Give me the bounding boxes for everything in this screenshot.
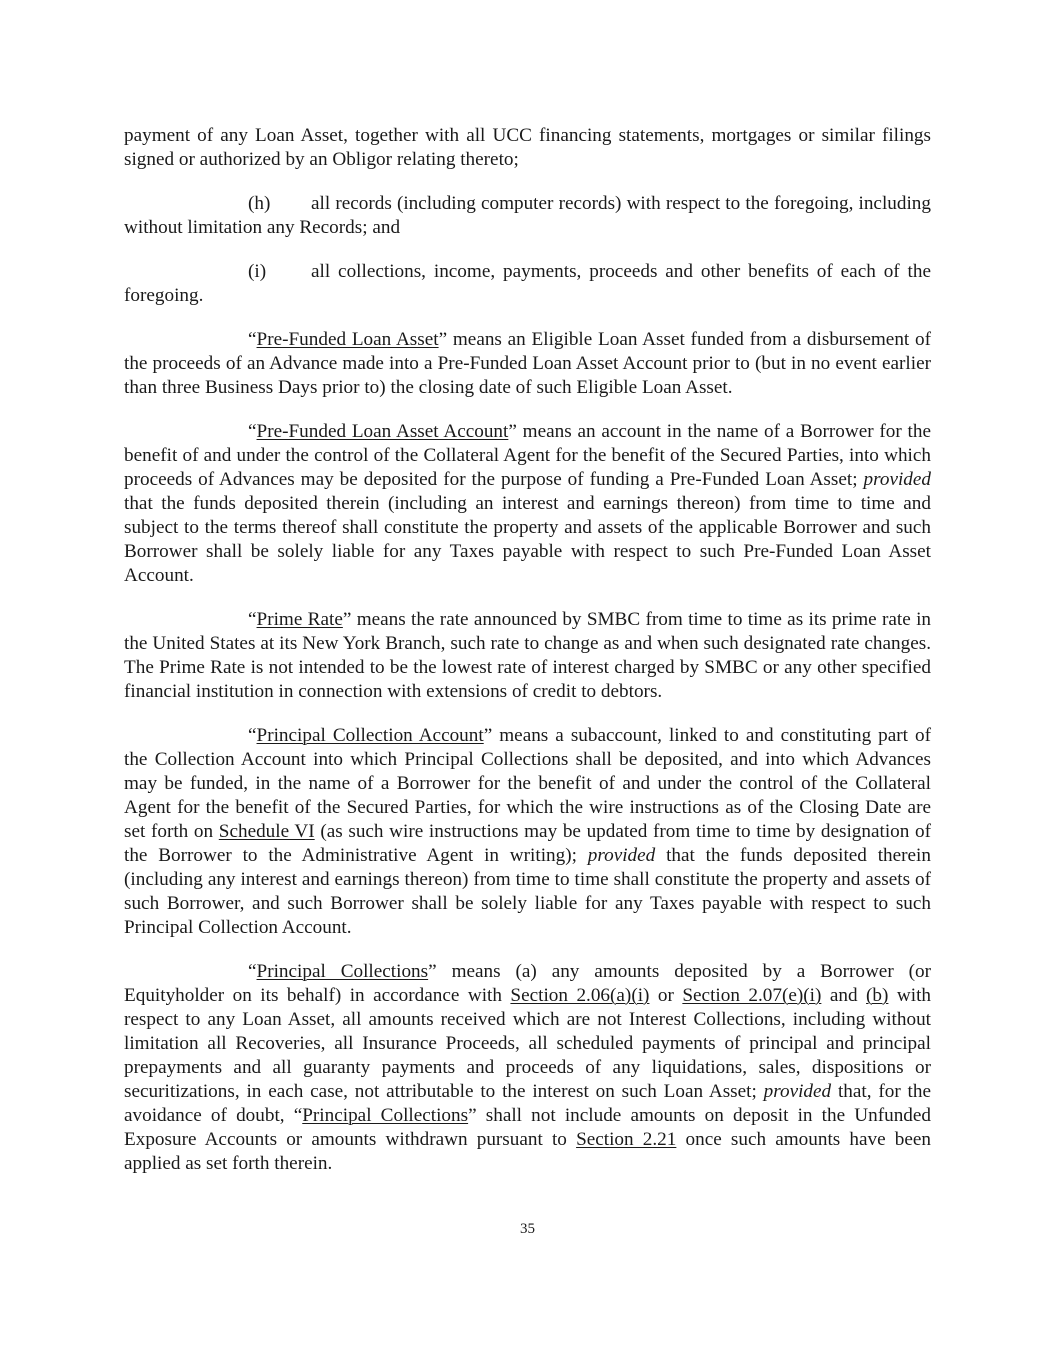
document-page [124, 124, 941, 1196]
definition-text: means an account in the name of a Borrower for the benefit of and under the control of the Collateral Agent for the benefit of the Secured Parties, into which proceeds of Advances may be deposited for the purpose of funding a Pre-Funded Loan Asset; [124, 421, 931, 490]
definition-text: or [649, 985, 683, 1006]
definition-pre-funded-loan-asset [124, 328, 931, 400]
close-quote: ” [438, 329, 448, 350]
close-quote: ” [508, 421, 517, 442]
list-item-text: all collections, income, payments, proceeds and other benefits of each of the foregoing. [124, 261, 931, 306]
proviso-italic: provided [863, 469, 931, 490]
definition-text: that the funds deposited therein (including an interest and earnings thereon) from time to time and subject to the terms thereof shall constitute the property and assets of the applicable Borrower and such Borrower shall be solely liable for any Taxes payable with respect to such Pre-Funded Loan Asset Account. [124, 493, 931, 586]
definition-principal-collections [124, 960, 931, 1176]
close-quote: ” [483, 725, 493, 746]
definition-text: that the funds deposited therein (including any interest and earnings thereon) from time to time shall constitute the property and assets of such Borrower, and such Borrower shall be solely liable for any Taxes payable with respect to such Principal Collection Account. [124, 845, 931, 938]
open-quote: “ [248, 609, 257, 630]
definition-text: that, for the avoidance of doubt, “ [124, 1081, 931, 1126]
proviso-italic: provided [763, 1081, 832, 1102]
definition-text: ” shall not include amounts on deposit in the Unfunded Exposure Accounts or amounts withdrawn pursuant to [124, 1105, 931, 1150]
definition-text: means the rate announced by SMBC from time to time as its prime rate in the United States at its New York Branch, such rate to change as and when such designated rate changes. The Prime Rate is not intended to be the lowest rate of interest charged by SMBC or any other specified financial institution in connection with extensions of credit to debtors. [124, 609, 941, 702]
cross-reference-section-2-06: Section 2.06(a)(i) [510, 985, 650, 1006]
list-item-label: (i) [248, 261, 267, 282]
close-quote: ” [428, 961, 437, 982]
defined-term: Prime Rate [256, 609, 343, 630]
definition-text: with respect to any Loan Asset, all amounts received which are not Interest Collections, including without limitation all Recoveries, all Insurance Proceeds, all scheduled payments of principal and principal prepayments and all guaranty payments and proceeds of any liquidations, sales, dispositions or securitizations, in each case, not attributable to the interest on such Loan Asset; [124, 985, 931, 1102]
defined-term: Principal Collections [256, 961, 429, 982]
cross-reference-schedule-vi: Schedule VI [218, 821, 315, 842]
page-number: 35 [520, 1221, 535, 1237]
list-item-h [124, 192, 931, 240]
open-quote: “ [248, 961, 257, 982]
cross-reference-section-2-07: Section 2.07(e)(i) [682, 985, 822, 1006]
list-item-i [124, 260, 931, 308]
cross-reference-section-2-21: Section 2.21 [576, 1129, 677, 1150]
definition-text: means a subaccount, linked to and constituting part of the Collection Account into which Principal Collections shall be deposited, and into which Advances may be funded, in the name of a Borrower for the benefit of and under the control of the Collateral Agent for the benefit of the Secured Parties, for which the wire instructions as of the Closing Date are set forth on [124, 725, 932, 842]
defined-term: Pre-Funded Loan Asset [256, 329, 439, 350]
proviso-italic: provided [587, 845, 656, 866]
definition-text: and [821, 985, 867, 1006]
defined-term-reference: Principal Collections [302, 1105, 469, 1126]
definition-text: once such amounts have been applied as set forth therein. [124, 1129, 931, 1174]
defined-term: Principal Collection Account [256, 725, 484, 746]
definition-pre-funded-loan-asset-account [124, 420, 931, 588]
open-quote: “ [248, 725, 257, 746]
definition-text: (as such wire instructions may be updated from time to time by designation of the Borrower to the Administrative Agent in writing); [124, 821, 931, 866]
list-item-text: all records (including computer records) with respect to the foregoing, including without limitation any Records; and [124, 193, 931, 238]
open-quote: “ [248, 329, 257, 350]
definition-principal-collection-account [124, 724, 931, 940]
open-quote: “ [248, 421, 257, 442]
cross-reference-clause-b: (b) [866, 985, 889, 1006]
list-item-label: (h) [248, 193, 271, 214]
defined-term: Pre-Funded Loan Asset Account [256, 421, 509, 442]
definition-prime-rate [124, 608, 941, 704]
paragraph-text: payment of any Loan Asset, together with all UCC financing statements, mortgages or similar filings signed or authorized by an Obligor relating thereto; [124, 125, 931, 170]
paragraph-continuation [124, 124, 931, 172]
definition-text: means (a) any amounts deposited by a Borrower (or Equityholder on its behalf) in accordance with [124, 961, 931, 1006]
close-quote: ” [342, 609, 352, 630]
definition-text: means an Eligible Loan Asset funded from a disbursement of the proceeds of an Advance made into a Pre-Funded Loan Asset Account prior to (but in no event earlier than three Business Days prior to) the closing date of such Eligible Loan Asset. [124, 329, 931, 398]
